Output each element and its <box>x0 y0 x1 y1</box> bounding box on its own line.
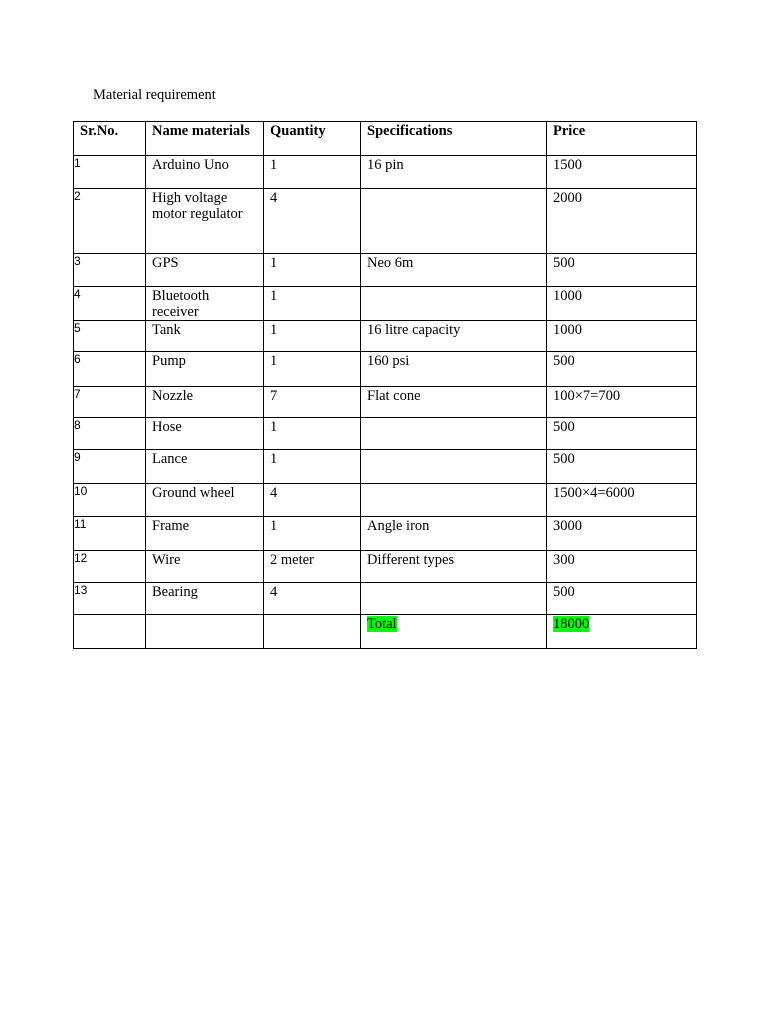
material-name-cell: Ground wheel <box>146 484 264 517</box>
sr-no-cell: 10 <box>74 484 146 517</box>
material-name-cell: Nozzle <box>146 387 264 418</box>
table-row <box>74 551 697 583</box>
sr-no-cell: 13 <box>74 583 146 615</box>
table-row <box>74 418 697 450</box>
price-cell: 2000 <box>547 189 697 254</box>
specification-cell <box>361 418 547 450</box>
price-cell: 500 <box>547 450 697 484</box>
material-name-cell: Lance <box>146 450 264 484</box>
table-row <box>74 450 697 484</box>
material-name-cell: Tank <box>146 321 264 352</box>
sr-no-cell: 7 <box>74 387 146 418</box>
header-quantity: Quantity <box>264 122 361 156</box>
table-row <box>74 387 697 418</box>
table-row <box>74 254 697 287</box>
sr-no-cell: 3 <box>74 254 146 287</box>
price-cell: 1500 <box>547 156 697 189</box>
quantity-cell: 2 meter <box>264 551 361 583</box>
specification-cell: 16 pin <box>361 156 547 189</box>
sr-no-cell: 8 <box>74 418 146 450</box>
specification-cell <box>361 450 547 484</box>
specification-cell <box>361 583 547 615</box>
sr-no-cell: 9 <box>74 450 146 484</box>
sr-no-cell: 11 <box>74 517 146 551</box>
table-row <box>74 517 697 551</box>
specification-cell <box>361 189 547 254</box>
price-cell: 1000 <box>547 287 697 321</box>
quantity-cell: 4 <box>264 189 361 254</box>
material-name-cell: GPS <box>146 254 264 287</box>
empty-cell <box>74 615 146 649</box>
header-name-materials: Name materials <box>146 122 264 156</box>
total-value-cell <box>547 615 697 649</box>
table-row <box>74 352 697 387</box>
table-row <box>74 484 697 517</box>
price-cell: 3000 <box>547 517 697 551</box>
price-cell: 300 <box>547 551 697 583</box>
specification-cell: Angle iron <box>361 517 547 551</box>
specification-cell: Neo 6m <box>361 254 547 287</box>
quantity-cell: 1 <box>264 450 361 484</box>
material-name-cell: Pump <box>146 352 264 387</box>
quantity-cell: 4 <box>264 583 361 615</box>
specification-cell <box>361 484 547 517</box>
quantity-cell: 1 <box>264 321 361 352</box>
price-cell: 100×7=700 <box>547 387 697 418</box>
table-header-row <box>74 122 697 156</box>
quantity-cell: 1 <box>264 254 361 287</box>
sr-no-cell: 12 <box>74 551 146 583</box>
specification-cell: Flat cone <box>361 387 547 418</box>
document-title: Material requirement <box>93 87 216 103</box>
material-name-cell: Arduino Uno <box>146 156 264 189</box>
table-row <box>74 583 697 615</box>
header-sr-no: Sr.No. <box>74 122 146 156</box>
table-row <box>74 189 697 254</box>
quantity-cell: 7 <box>264 387 361 418</box>
quantity-cell: 1 <box>264 418 361 450</box>
sr-no-cell: 1 <box>74 156 146 189</box>
material-name-cell: Bearing <box>146 583 264 615</box>
sr-no-cell: 4 <box>74 287 146 321</box>
specification-cell: 160 psi <box>361 352 547 387</box>
quantity-cell: 4 <box>264 484 361 517</box>
material-name-cell: Bluetooth receiver <box>146 287 264 321</box>
material-name-cell: Frame <box>146 517 264 551</box>
price-cell: 500 <box>547 418 697 450</box>
total-label-cell <box>361 615 547 649</box>
material-name-cell: Hose <box>146 418 264 450</box>
empty-cell <box>146 615 264 649</box>
table-body <box>74 156 697 649</box>
specification-cell: Different types <box>361 551 547 583</box>
specification-cell <box>361 287 547 321</box>
table-row <box>74 287 697 321</box>
quantity-cell: 1 <box>264 517 361 551</box>
price-cell: 500 <box>547 583 697 615</box>
price-cell: 500 <box>547 254 697 287</box>
specification-cell: 16 litre capacity <box>361 321 547 352</box>
quantity-cell: 1 <box>264 352 361 387</box>
empty-cell <box>264 615 361 649</box>
sr-no-cell: 6 <box>74 352 146 387</box>
material-requirement-table <box>73 121 697 649</box>
quantity-cell: 1 <box>264 287 361 321</box>
price-cell: 1500×4=6000 <box>547 484 697 517</box>
material-name-cell: Wire <box>146 551 264 583</box>
total-row <box>74 615 697 649</box>
header-specifications: Specifications <box>361 122 547 156</box>
material-name-cell: High voltage motor regulator <box>146 189 264 254</box>
sr-no-cell: 5 <box>74 321 146 352</box>
price-cell: 1000 <box>547 321 697 352</box>
price-cell: 500 <box>547 352 697 387</box>
table-row <box>74 321 697 352</box>
table-row <box>74 156 697 189</box>
header-price: Price <box>547 122 697 156</box>
sr-no-cell: 2 <box>74 189 146 254</box>
total-value: 18000 <box>553 616 590 632</box>
total-label: Total <box>367 616 397 632</box>
quantity-cell: 1 <box>264 156 361 189</box>
